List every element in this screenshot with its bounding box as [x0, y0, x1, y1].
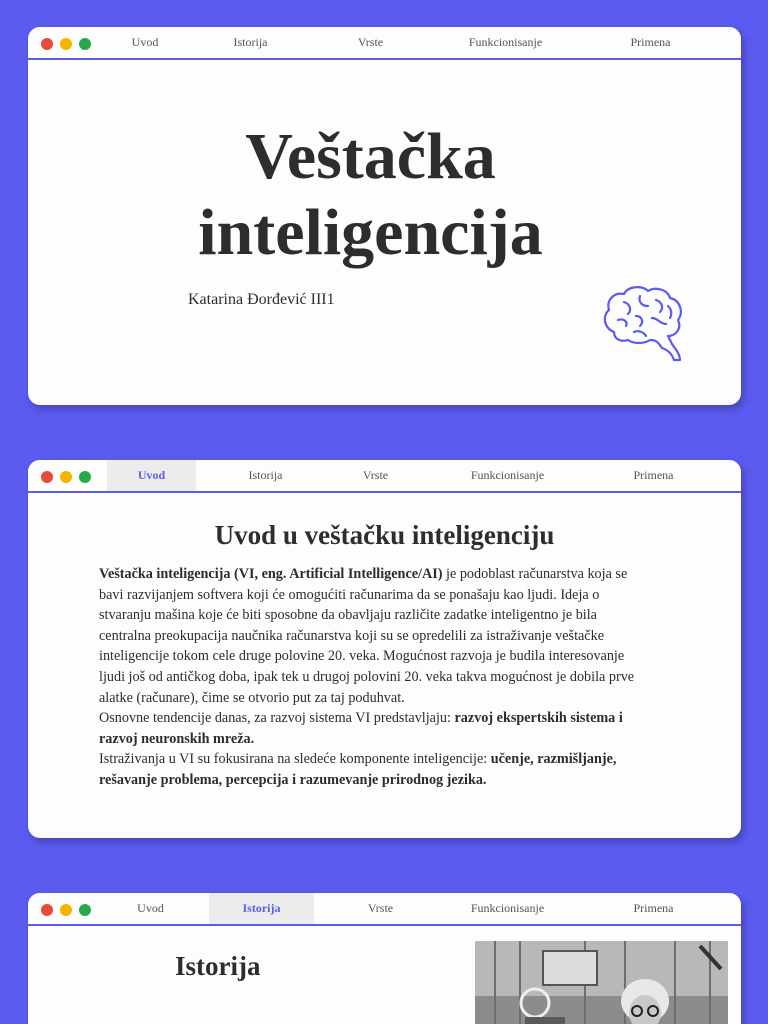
- slide-navbar: [28, 893, 741, 926]
- tendencies-bold: razvoj ekspertskih sistema i razvoj neuronskih mreža.: [99, 710, 623, 747]
- nav-uvod[interactable]: Uvod: [107, 460, 196, 491]
- close-dot-icon[interactable]: [41, 38, 53, 50]
- title-line-1: Veštačka: [245, 120, 496, 193]
- nav-istorija[interactable]: Istorija: [209, 893, 314, 924]
- intro-text: [99, 564, 649, 791]
- nav-primena[interactable]: Primena: [633, 901, 674, 915]
- tendencies-text: Osnovne tendencije danas, za razvoj sistema VI predstavljaju:: [99, 710, 455, 727]
- nav-funkcionisanje[interactable]: Funkcionisanje: [470, 468, 545, 482]
- minimize-dot-icon[interactable]: [60, 471, 72, 483]
- nav-istorija[interactable]: Istorija: [248, 468, 283, 482]
- maximize-dot-icon[interactable]: [79, 38, 91, 50]
- components-bold: učenje, razmišljanje, rešavanje problema, percepcija i razumevanje prirodnog jezika.: [99, 751, 617, 788]
- nav-uvod[interactable]: Uvod: [131, 35, 159, 49]
- nav-uvod[interactable]: Uvod: [137, 901, 164, 915]
- nav-vrste[interactable]: Vrste: [367, 901, 394, 915]
- nav-primena[interactable]: Primena: [630, 35, 671, 49]
- nav-funkcionisanje[interactable]: Funkcionisanje: [468, 35, 543, 49]
- section-heading: Uvod u veštačku inteligenciju: [214, 520, 555, 550]
- title-line-2: inteligencija: [198, 196, 543, 269]
- slide-navbar: [28, 27, 741, 60]
- nav-istorija[interactable]: Istorija: [233, 35, 268, 49]
- title-slide: [28, 27, 741, 405]
- nav-vrste[interactable]: Vrste: [357, 35, 384, 49]
- minimize-dot-icon[interactable]: [60, 38, 72, 50]
- historical-photo: [475, 941, 728, 1024]
- maximize-dot-icon[interactable]: [79, 904, 91, 916]
- nav-vrste[interactable]: Vrste: [362, 468, 389, 482]
- nav-funkcionisanje[interactable]: Funkcionisanje: [470, 901, 545, 915]
- section-heading: Istorija: [175, 951, 261, 981]
- close-dot-icon[interactable]: [41, 904, 53, 916]
- ai-definition-text: je podoblast računarstva koja se bavi razvijanjem softvera koji će omogućiti računarima da se ponašaju kao ljudi. Ideja o stvaranju mašina koje će biti sposobne da obavljaju različite zadatke inteligentno je bila centralna preokupacija naučnika računarstva koji su se opredelili za istraživanje veštačke inteligencije tokom cele druge polovine 20. veka. Mogućnost razvoja je budila interesovanje ljudi još od antičkog doba, ipak tek u drugoj polovini 20. veka takva mogućnost je dobila prve alatke (računare), čime se otvorio put za taj poduhvat.: [99, 566, 635, 706]
- close-dot-icon[interactable]: [41, 471, 53, 483]
- ai-definition-term: Veštačka inteligencija (VI, eng. Artificial Intelligence/AI): [99, 566, 443, 582]
- components-text: Istraživanja u VI su fokusirana na sledeće komponente inteligencije:: [99, 751, 491, 768]
- presentation-title: [28, 119, 713, 271]
- brain-icon: [600, 282, 686, 364]
- nav-primena[interactable]: Primena: [633, 468, 674, 482]
- minimize-dot-icon[interactable]: [60, 904, 72, 916]
- history-slide: [28, 893, 741, 1024]
- author-name: Katarina Đorđević III1: [188, 291, 335, 308]
- maximize-dot-icon[interactable]: [79, 471, 91, 483]
- intro-slide: [28, 460, 741, 838]
- slide-navbar: [28, 460, 741, 493]
